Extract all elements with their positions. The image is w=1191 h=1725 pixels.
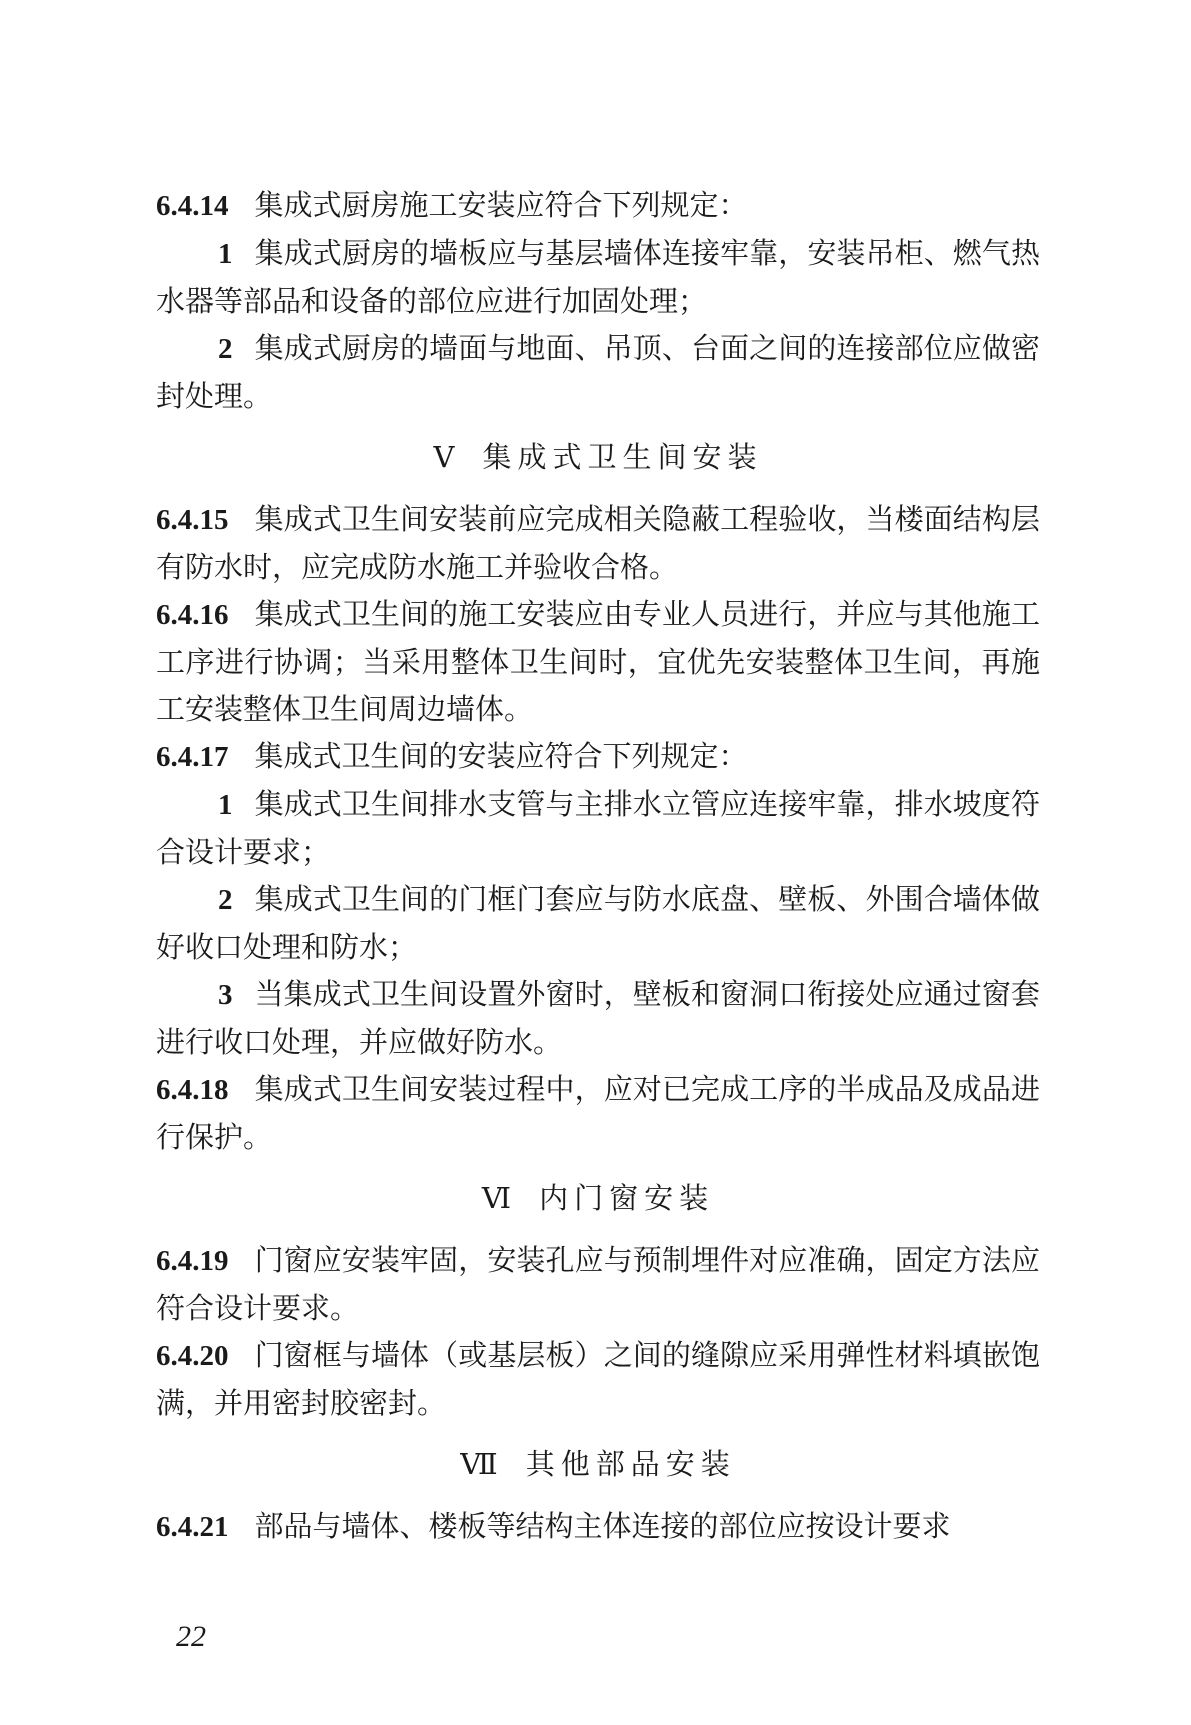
clause-6-4-14 — [156, 182, 1040, 230]
item-text: 集成式厨房的墙面与地面、吊顶、台面之间的连接部位应做密封处理。 — [156, 331, 1040, 413]
section-heading-v — [156, 434, 1040, 482]
item-text: 集成式卫生间的门框门套应与防水底盘、壁板、外围合墙体做好收口处理和防水； — [156, 882, 1040, 964]
document-body — [156, 182, 1040, 1551]
clause-text: 门窗应安装牢固，安装孔应与预制埋件对应准确，固定方法应符合设计要求。 — [156, 1243, 1040, 1325]
clause-number: 6.4.14 — [156, 190, 229, 222]
item-text: 集成式卫生间排水支管与主排水立管应连接牢靠，排水坡度符合设计要求； — [156, 787, 1040, 869]
clause-number: 6.4.15 — [156, 504, 229, 536]
clause-text: 集成式厨房施工安装应符合下列规定： — [254, 188, 748, 222]
clause-text: 集成式卫生间的施工安装应由专业人员进行，并应与其他施工工序进行协调；当采用整体卫生间时，宜优先安装整体卫生间，再施工安装整体卫生间周边墙体。 — [156, 597, 1040, 726]
clause-number: 6.4.18 — [156, 1074, 229, 1106]
item-number: 2 — [218, 333, 233, 365]
section-roman-numeral: Ⅵ — [481, 1183, 512, 1215]
clause-number: 6.4.19 — [156, 1245, 229, 1277]
clause-6-4-20 — [156, 1332, 1040, 1427]
item-text: 当集成式卫生间设置外窗时，壁板和窗洞口衔接处应通过窗套进行收口处理，并应做好防水。 — [156, 977, 1040, 1059]
clause-number: 6.4.17 — [156, 741, 229, 773]
clause-6-4-18 — [156, 1066, 1040, 1161]
page-number: 22 — [176, 1620, 206, 1653]
clause-text: 集成式卫生间的安装应符合下列规定： — [254, 739, 748, 773]
clause-text: 集成式卫生间安装前应完成相关隐蔽工程验收，当楼面结构层有防水时，应完成防水施工并验收合格。 — [156, 502, 1040, 584]
clause-number: 6.4.16 — [156, 599, 229, 631]
item-number: 1 — [218, 238, 233, 270]
clause-text: 门窗框与墙体（或基层板）之间的缝隙应采用弹性材料填嵌饱满，并用密封胶密封。 — [156, 1338, 1040, 1420]
section-heading-vi — [156, 1175, 1040, 1223]
section-roman-numeral: Ⅴ — [433, 442, 455, 474]
clause-number: 6.4.20 — [156, 1340, 229, 1372]
item-text: 集成式厨房的墙板应与基层墙体连接牢靠，安装吊柜、燃气热水器等部品和设备的部位应进行加固处理； — [156, 236, 1040, 318]
section-roman-numeral: Ⅶ — [460, 1449, 498, 1481]
section-title: 集成式卫生间安装 — [482, 440, 763, 474]
list-item — [156, 876, 1040, 971]
list-item — [156, 781, 1040, 876]
item-number: 2 — [218, 884, 233, 916]
clause-number: 6.4.21 — [156, 1511, 229, 1543]
section-title: 其他部品安装 — [525, 1447, 736, 1481]
section-title: 内门窗安装 — [539, 1181, 715, 1215]
section-heading-vii — [156, 1441, 1040, 1489]
list-item — [156, 325, 1040, 420]
clause-text: 集成式卫生间安装过程中，应对已完成工序的半成品及成品进行保护。 — [156, 1072, 1040, 1154]
clause-6-4-16 — [156, 591, 1040, 733]
list-item — [156, 230, 1040, 325]
clause-6-4-21 — [156, 1503, 1040, 1551]
item-number: 3 — [218, 979, 233, 1011]
list-item — [156, 971, 1040, 1066]
clause-text: 部品与墙体、楼板等结构主体连接的部位应按设计要求 — [254, 1509, 951, 1543]
item-number: 1 — [218, 789, 233, 821]
clause-6-4-19 — [156, 1237, 1040, 1332]
clause-6-4-15 — [156, 496, 1040, 591]
clause-6-4-17 — [156, 733, 1040, 781]
